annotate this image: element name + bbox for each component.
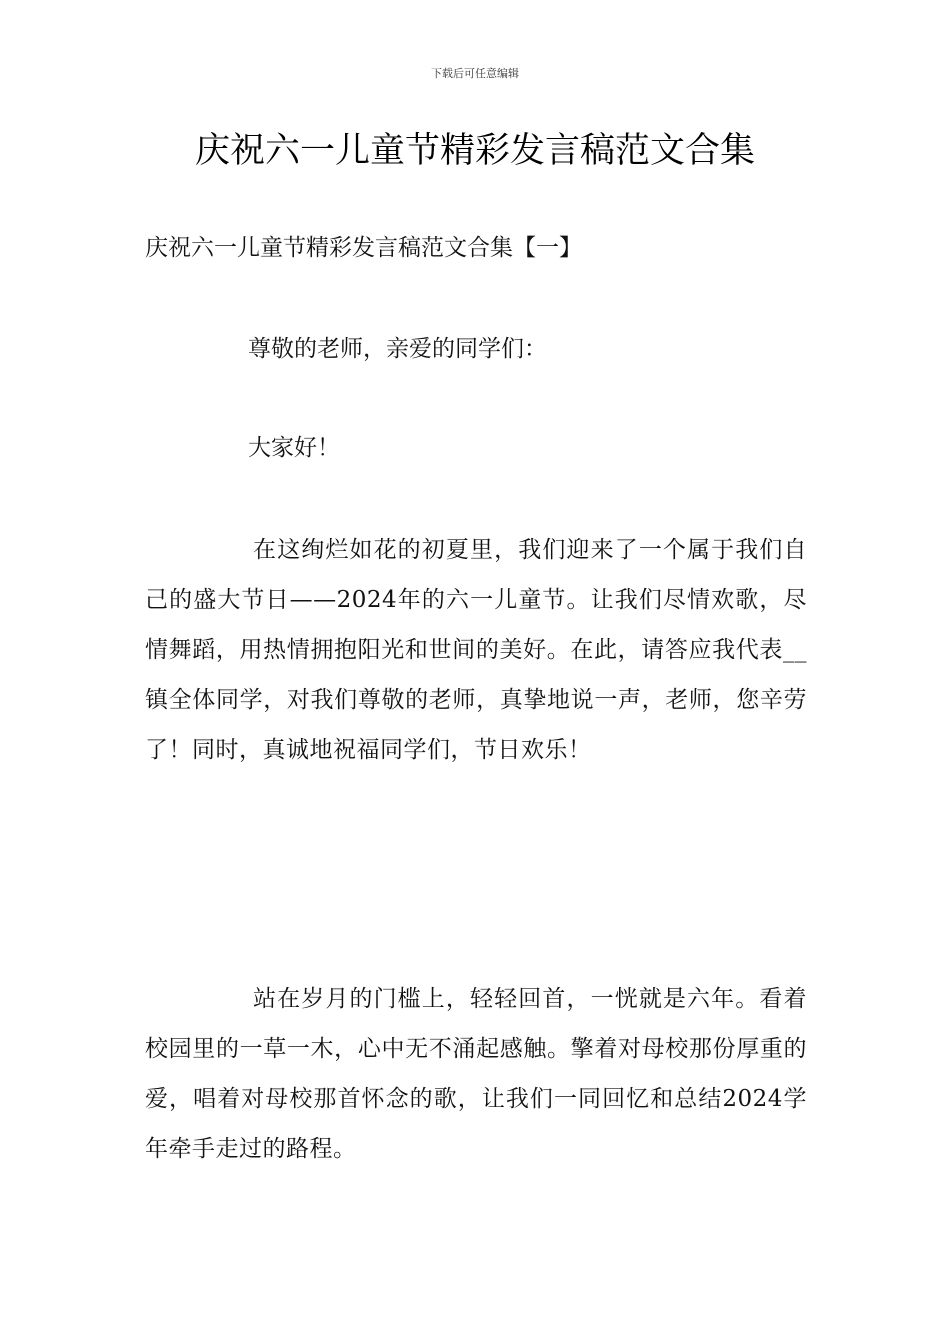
header-note: 下载后可任意编辑: [431, 67, 519, 80]
salutation: 尊敬的老师，亲爱的同学们：: [248, 336, 547, 362]
greeting: 大家好！: [248, 435, 340, 461]
section-heading: 庆祝六一儿童节精彩发言稿范文合集【一】: [145, 235, 582, 261]
body-paragraph: 站在岁月的门槛上，轻轻回首，一恍就是六年。看着校园里的一草一木，心中无不涌起感触。擎着对母校那份厚重的爱，唱着对母校那首怀念的歌，让我们一同回忆和总结2024学年牵手走过的路程。: [145, 986, 807, 1162]
document-title: 庆祝六一儿童节精彩发言稿范文合集: [194, 131, 755, 171]
body-paragraph: 在这绚烂如花的初夏里，我们迎来了一个属于我们自己的盛大节日——2024年的六一儿童节。让我们尽情欢歌，尽情舞蹈，用热情拥抱阳光和世间的美好。在此，请答应我代表__镇全体同学，对我们尊敬的老师，真挚地说一声，老师，您辛劳了！同时，真诚地祝福同学们，节日欢乐！: [145, 537, 807, 763]
